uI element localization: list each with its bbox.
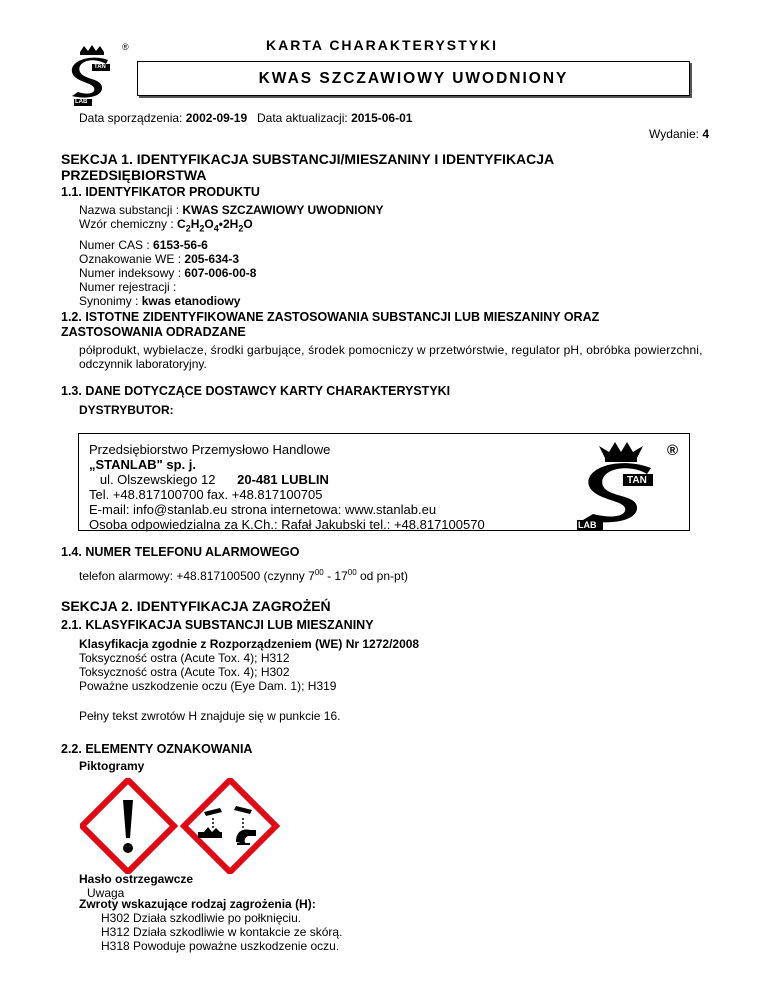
product-identifier: Nazwa substancji : KWAS SZCZAWIOWY UWODNIONY Wzór chemiczny : $C_2H_2O_4•2H_2O$ Numer CAS : 6153-56-6 Oznakowanie WE : 205-634-3 Numer indeksowy : 607-006-00-8 Numer rejestracji : Synonimy : kwas etanodiowy	[79, 203, 384, 309]
exclamation-mark-icon	[82, 780, 174, 872]
supplier-box	[78, 433, 690, 531]
signal-value: Uwaga	[87, 886, 125, 900]
created-date: Data sporządzenia: 2002-09-19	[79, 111, 248, 125]
logo-tan: TAN	[94, 64, 106, 70]
alarm-phone: telefon alarmowy: +48.817100500 (czynny $7^{00} - 17^{00}$ od pn-pt)	[79, 568, 409, 583]
classification	[79, 637, 419, 693]
hazard-item: H318 Powoduje poważne uszkodzenie oczu.	[101, 939, 340, 953]
hazard-item: H312 Działa szkodliwie w kontakcie ze skórą.	[101, 925, 343, 939]
logo-tan: TAN	[627, 475, 647, 486]
edition: Wydanie: 4	[649, 127, 709, 141]
address: ul. Olszewskiego 12 20-481 LUBLIN	[99, 472, 329, 487]
doc-type: KARTA CHARAKTERYSTYKI	[266, 37, 499, 53]
logo-registered: ®	[122, 42, 129, 52]
classification-item: Toksyczność ostra (Acute Tox. 4); H302	[79, 665, 290, 679]
distributor-label: DYSTRYBUTOR:	[79, 403, 174, 417]
classification-label: Klasyfikacja zgodnie z Rozporządzeniem (WE) Nr 1272/2008	[79, 637, 420, 651]
updated-date: Data aktualizacji: 2015-06-01	[257, 111, 413, 125]
product-title: KWAS SZCZAWIOWY UWODNIONY	[258, 70, 569, 87]
logo-registered: ®	[667, 442, 679, 459]
supplier-details	[89, 442, 485, 532]
hazard-label: Zwroty wskazujące rodzaj zagrożenia (H):	[79, 897, 316, 911]
product-title-box	[137, 61, 690, 96]
signal-word	[79, 872, 193, 900]
classification-item: Toksyczność ostra (Acute Tox. 4); H312	[79, 651, 290, 665]
header-logo	[62, 42, 132, 106]
classification-item: Poważne uszkodzenie oczu (Eye Dam. 1); H319	[79, 679, 337, 693]
hazard-item: H302 Działa szkodliwie po połknięciu.	[101, 911, 302, 925]
hazard-statements	[79, 897, 342, 953]
logo-lab: LAB	[75, 99, 88, 105]
company-short: „STANLAB" sp. j.	[89, 457, 197, 472]
section-1-1-title: 1.1. IDENTYFIKATOR PRODUKTU	[61, 185, 260, 199]
email-web: E-mail: info@stanlab.eu strona internetowa: www.stanlab.eu	[89, 502, 437, 517]
company-name: Przedsiębiorstwo Przemysłowo Handlowe	[89, 442, 331, 457]
pictograms	[80, 778, 280, 874]
section-1-2-text: półprodukt, wybielacze, środki garbujące, środek pomocniczy w przetwórstwie, regulator pH, obróbka powierzchni, odczynnik laboratoryjny.	[79, 343, 703, 371]
section-1-title: SEKCJA 1. IDENTYFIKACJA SUBSTANCJI/MIESZANINY I IDENTYFIKACJA PRZEDSIĘBIORSTWA	[61, 151, 555, 183]
pictograms-label: Piktogramy	[79, 759, 145, 773]
section-1-2-title: 1.2. ISTOTNE ZIDENTYFIKOWANE ZASTOSOWANIA SUBSTANCJI LUB MIESZANINY ORAZ ZASTOSOWANIA ODRADZANE	[61, 310, 600, 339]
section-2-1-title: 2.1. KLASYFIKACJA SUBSTANCJI LUB MIESZANINY	[61, 618, 374, 632]
section-1-3-title: 1.3. DANE DOTYCZĄCE DOSTAWCY KARTY CHARAKTERYSTYKI	[61, 384, 451, 398]
logo-lab: LAB	[578, 520, 597, 530]
h-phrases-note: Pełny tekst zwrotów H znajduje się w punkcie 16.	[79, 709, 341, 723]
phone-fax: Tel. +48.817100700 fax. +48.817100705	[89, 487, 323, 502]
section-1-4-title: 1.4. NUMER TELEFONU ALARMOWEGO	[61, 545, 300, 559]
section-2-title: SEKCJA 2. IDENTYFIKACJA ZAGROŻEŃ	[61, 598, 331, 614]
signal-label: Hasło ostrzegawcze	[79, 872, 194, 886]
supplier-logo	[575, 440, 685, 530]
section-2-2-title: 2.2. ELEMENTY OZNAKOWANIA	[61, 742, 253, 756]
chemical-formula: Wzór chemiczny : $C_2H_2O_4•2H_2O$	[79, 217, 253, 234]
corrosion-icon	[184, 780, 276, 872]
contact-person: Osoba odpowiedzialna za K.Ch.: Rafał Jakubski tel.: +48.817100570	[89, 517, 485, 532]
